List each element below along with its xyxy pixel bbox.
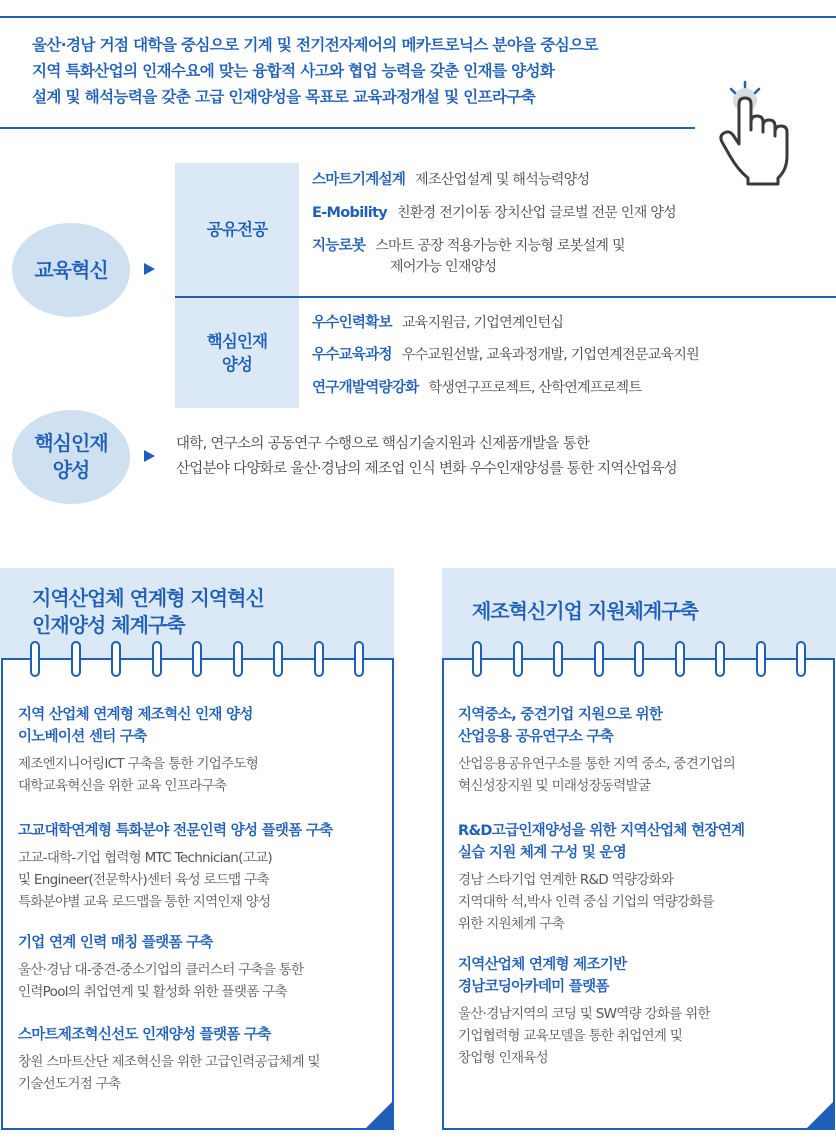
section-body: 산업응용공유연구소를 통한 지역 중소, 중견기업의 혁신성장지원 및 미래성장동력발굴 [458,756,736,794]
binder-ring-icon [675,641,685,677]
panel-section [458,820,828,935]
panel-section [18,704,388,797]
binder-ring-icon [354,641,364,677]
item-row [312,236,625,257]
page-corner-icon [364,1100,394,1130]
panel-section [18,932,388,1003]
triangle-right-icon [144,450,155,462]
item-key: 스마트기계설계 [312,172,406,188]
section-heading: 고교대학연계형 특화분야 전문인력 양성 플랫폼 구축 [18,823,333,839]
binder-ring-icon [715,641,725,677]
binder-ring-icon [634,641,644,677]
section-heading: 지역 산업체 연계형 제조혁신 인재 양성 이노베이션 센터 구축 [18,707,253,745]
top-divider [0,16,836,18]
panel-section [458,954,828,1069]
item-key: 우수인력확보 [312,315,392,331]
binder-ring-icon [796,641,806,677]
core-line: 산업분야 다양화로 울산·경남의 제조업 인식 변화 우수인재양성를 통한 지역산업육성 [176,461,677,477]
section-body: 울산·경남지역의 코딩 및 SW역량 강화를 위한 기업협력형 교육모델을 통한 취업연계 및 창업형 인재육성 [458,1006,710,1066]
circle-label: 교육혁신 [34,257,108,282]
item-desc: 스마트 공장 적용가능한 지능형 로봇설계 및 [375,238,625,254]
item-desc-continued: 제어가능 인재양성 [390,259,497,275]
panel-title: 제조혁신기업 지원체계구축 [472,599,698,623]
binder-ring-icon [111,641,121,677]
binder-ring-icon [233,641,243,677]
category-core-talent [175,298,299,408]
item-desc: 학생연구프로젝트, 산학연계프로젝트 [428,380,642,396]
item-desc: 교육지원금, 기업연계인턴십 [401,315,564,331]
item-row [312,313,563,334]
section-heading: 지역산업체 연계형 제조기반 경남코딩아카데미 플랫폼 [458,957,627,995]
category-label: 양성 [221,355,253,374]
binder-ring-icon [273,641,283,677]
education-innovation-circle [12,223,130,317]
section-heading: 기업 연계 인력 매칭 플랫폼 구축 [18,935,213,951]
intro-line: 설계 및 해석능력을 갖춘 고급 인재양성을 목표로 교육과정개설 및 인프라구축 [32,88,536,106]
section-body: 창원 스마트산단 제조혁신을 위한 고급인력공급체계 및 기술선도거점 구축 [18,1054,320,1092]
item-key: 지능로봇 [312,238,366,254]
binder-ring-icon [71,641,81,677]
section-heading: 지역중소, 중견기업 지원으로 위한 산업응용 공유연구소 구축 [458,707,663,745]
item-row [312,203,676,224]
section-body: 제조엔지니어링ICT 구축을 통한 기업주도형 대학교육혁신을 위한 교육 인프라구축 [18,756,259,794]
item-desc: 제조산업설계 및 해석능력양성 [415,172,590,188]
binder-ring-icon [152,641,162,677]
category-shared-major [175,163,299,296]
binder-ring-icon [30,641,40,677]
panel-section [18,820,388,913]
panel-section [458,704,828,797]
section-heading: 스마트제조혁신선도 인재양성 플랫폼 구축 [18,1027,271,1043]
intro-line: 울산·경남 거점 대학을 중심으로 기계 및 전기전자제어의 메카트로닉스 분야을 중심으로 [32,36,598,54]
item-desc: 친환경 전기이동 장치산업 글로벌 전문 인재 양성 [397,205,676,221]
category-label: 공유전공 [206,220,268,239]
circle-label: 양성 [52,458,90,482]
binder-ring-icon [756,641,766,677]
hand-pointer-icon [714,78,794,188]
binder-ring-icon [513,641,523,677]
item-row [312,170,589,191]
item-key: 연구개발역량강화 [312,380,419,396]
item-desc: 우수교원선발, 교육과정개발, 기업연계전문교육지원 [401,347,699,363]
section-body: 경남 스타기업 연계한 R&D 역량강화와 지역대학 석,박사 인력 중심 기업의 역량강화를 위한 지원체계 구축 [458,872,715,932]
panel-section [18,1024,388,1095]
binder-ring-icon [553,641,563,677]
circle-label: 핵심인재 [34,431,108,455]
page-corner-icon [805,1100,835,1130]
core-description [176,432,677,482]
section-body: 울산·경남 대-중견-중소기업의 클러스터 구축을 통한 인력Pool의 취업연계 및 활성화 위한 플랫폼 구축 [18,962,304,1000]
core-talent-circle [12,410,130,504]
item-key: E-Mobility [312,205,387,221]
category-label: 핵심인재 [206,332,268,351]
item-row [312,345,699,366]
binder-ring-icon [594,641,604,677]
section-heading: R&D고급인재양성을 위한 지역산업체 현장연계 실습 지원 체계 구성 및 운영 [458,823,745,861]
intro-line: 지역 특화산업의 인재수요에 맞는 융합적 사고와 협업 능력을 갖춘 인재를 양성화 [32,62,555,80]
item-key: 우수교육과정 [312,347,392,363]
core-line: 대학, 연구소의 공동연구 수행으로 핵심기술지원과 신제품개발을 통한 [176,436,590,452]
triangle-right-icon [144,263,155,275]
item-row [312,378,641,399]
intro-divider [0,127,695,129]
binder-ring-icon [314,641,324,677]
intro-text [32,32,712,110]
section-body: 고교-대학-기업 협력형 MTC Technician(고교) 및 Engineer(전문학사)센터 육성 로드맵 구축 특화분야별 교육 로드맵을 통한 지역인재 양성 [18,850,272,910]
panel-title: 지역산업체 연계형 지역혁신 인재양성 체계구축 [32,586,264,637]
binder-ring-icon [192,641,202,677]
binder-ring-icon [472,641,482,677]
